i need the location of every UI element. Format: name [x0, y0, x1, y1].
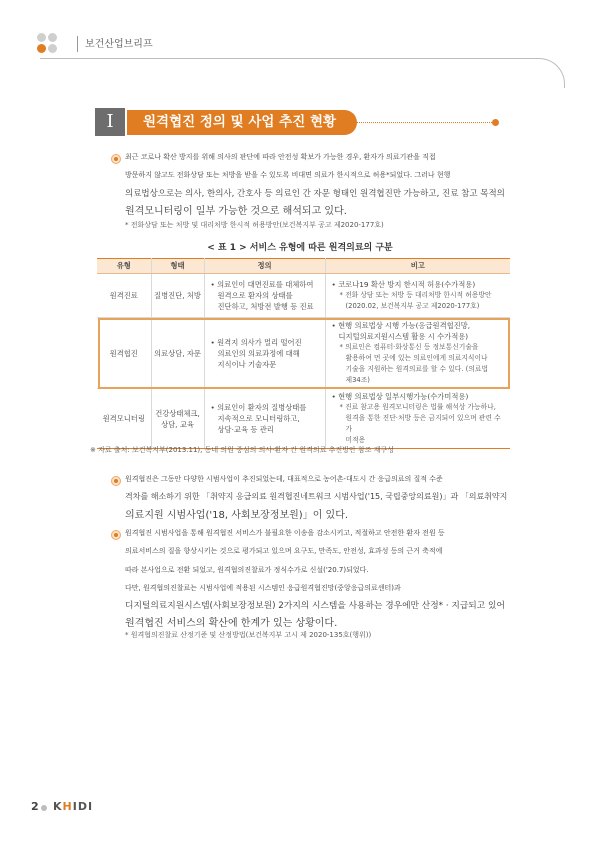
- page-number: 2: [31, 800, 39, 813]
- header-dot: [48, 33, 57, 42]
- header-dot: [37, 44, 46, 53]
- header-dot: [48, 44, 57, 53]
- section-number: I: [95, 108, 125, 136]
- table-header-row: [97, 259, 510, 274]
- paragraph-line: 최근 코로나 확산 방지를 위해 의사의 판단에 따라 안전성 확보가 가능한 경우, 환자가 의료기관을 직접: [125, 153, 436, 161]
- table-header-cell: 유형: [97, 259, 151, 274]
- bullet-icon: [111, 476, 121, 486]
- paragraph-line: 의료서비스의 질을 향상시키는 것으로 평가되고 있으며 요구도, 만족도, 안전성, 효과성 등의 근거 축적에: [125, 547, 443, 556]
- paragraph-1: [125, 148, 505, 221]
- khidi-logo: KHIDI: [53, 800, 94, 813]
- section-title-end-dot: [492, 119, 499, 126]
- paragraph-line: 격차를 해소하기 위한 「취약지 응급의료 원격협진네트워크 시범사업('15, 국립중앙의료원)」과 「의료취약지: [125, 492, 508, 502]
- table-cell-form: 건강상태체크, 상담, 교육: [151, 389, 204, 449]
- bullet-icon: [111, 154, 121, 164]
- header-dots-icon: [37, 33, 59, 55]
- paragraph-line: 원격협진 서비스의 확산에 한계가 있는 상황이다.: [125, 618, 338, 630]
- table-header-cell: 비고: [325, 259, 510, 274]
- header-title: 보건산업브리프: [85, 39, 153, 50]
- table-highlight-box: [98, 318, 510, 389]
- bullet-icon: [111, 530, 121, 540]
- table-cell-type: 원격협진: [97, 318, 151, 389]
- table-cell-definition: • 의료인이 대면진료를 대체하여 원격으로 환자의 상태를 진단하고, 처방전 발행 등 진료: [204, 274, 325, 318]
- paragraph-line: 원격모니터링이 일부 가능한 것으로 해석되고 있다.: [125, 205, 347, 217]
- table-cell-form: 질병진단, 처방: [151, 274, 204, 318]
- paragraph-line: 원격협진은 그동안 다양한 시범사업이 추진되었는데, 대표적으로 농어촌-대도시 간 응급의료의 질적 수준: [125, 475, 443, 483]
- paragraph-line: 의료법상으로는 의사, 한의사, 간호사 등 의료인 간 자문 형태인 원격협진만 가능하고, 진료 참고 목적의: [125, 188, 505, 199]
- header-divider: [77, 36, 78, 52]
- table-cell-type: 원격진료: [97, 274, 151, 318]
- footer-dot: [41, 805, 47, 811]
- table-header-cell: 정의: [204, 259, 325, 274]
- paragraph-line: 따라 본사업으로 전환 되었고, 원격협의진찰료가 정식수가로 신설('20.7)되었다.: [125, 565, 369, 574]
- table-header-cell: 형태: [151, 259, 204, 274]
- header-frame: [40, 58, 565, 88]
- table-row: [97, 274, 510, 318]
- paragraph-2: [125, 470, 507, 525]
- table-caption: < 표 1 > 서비스 유형에 따른 원격의료의 구분: [207, 243, 393, 253]
- section-title-rule: [357, 122, 492, 123]
- table-cell-definition: • 의료인이 환자의 질병상태를 지속적으로 모니터링하고, 상담·교육 등 관리: [204, 389, 325, 449]
- table-cell-remark: • 코로나19 확산 방지 한시적 허용(수가적용) * 전화 상담 또는 처방 등 대리처방 한시적 허용방안 (2020.02, 보건복지부 공고 제2020-177호): [325, 274, 510, 318]
- paragraph-line: 원격협진 시범사업을 통해 원격협진 서비스가 불필요한 이송을 감소시키고, 적절하고 안전한 환자 전원 등: [125, 529, 445, 537]
- footnote: * 전화상담 또는 처방 및 대리처방 한시적 허용방안(보건복지부 공고 제2020-177호): [125, 221, 384, 229]
- table-row: [97, 389, 510, 449]
- paragraph-line: 디지털의료지원시스템(사회보장정보원) 2가지의 시스템을 사용하는 경우에만 산정* · 지급되고 있어: [125, 601, 505, 612]
- paragraph-line: 방문하지 않고도 전화상담 또는 처방을 받을 수 있도록 비대면 의료가 한시적으로 허용*되었다. 그러나 현행: [125, 171, 451, 180]
- table-cell-remark: • 현행 의료법상 일부시행가능(수가미적용) * 진료 참고용 원격모니터링은 법률 해석상 가능하나, 원격을 통한 진단·처방 등은 금지되어 있으며 관련 수가 미적용: [325, 389, 510, 449]
- table-cell-remark: • 현행 의료법상 시행 가능(응급원격협진망, 디지털의료지원시스템 활용 시 수가적용) * 의료인은 컴퓨터·화상통신 등 정보통신기술을 활용하여 먼 곳에 있는 의료인에게 의료지식이나 기술을 지원하는 원격의료를 할 수 있다. (의료법 제34조): [325, 318, 510, 389]
- section-title: 원격협진 정의 및 사업 추진 현황: [127, 110, 357, 135]
- paragraph-3: [125, 524, 505, 634]
- paragraph-line: 의료지원 시범사업('18, 사회보장정보원)」이 있다.: [125, 509, 349, 521]
- table-cell-type: 원격모니터링: [97, 389, 151, 449]
- header-dot: [37, 33, 46, 42]
- table-cell-definition: • 원격지 의사가 멀리 떨어진 의료인의 의료과정에 대해 지식이나 기술자문: [204, 318, 325, 389]
- footnote: * 원격협의진찰료 산정기준 및 산정방법(보건복지부 고시 제 2020-135호(행위)): [125, 631, 372, 639]
- table-source: ※ 자료 출처: 보건복지부(2013.11), 동네 의원 중심의 의사-환자 간 원격의료 추진방안 참조 재구성: [90, 446, 394, 454]
- paragraph-line: 다만, 원격협의진찰료는 시범사업에 적용된 시스템인 응급원격협진망(중앙응급의료센터)과: [125, 583, 401, 592]
- table-cell-form: 의료상담, 자문: [151, 318, 204, 389]
